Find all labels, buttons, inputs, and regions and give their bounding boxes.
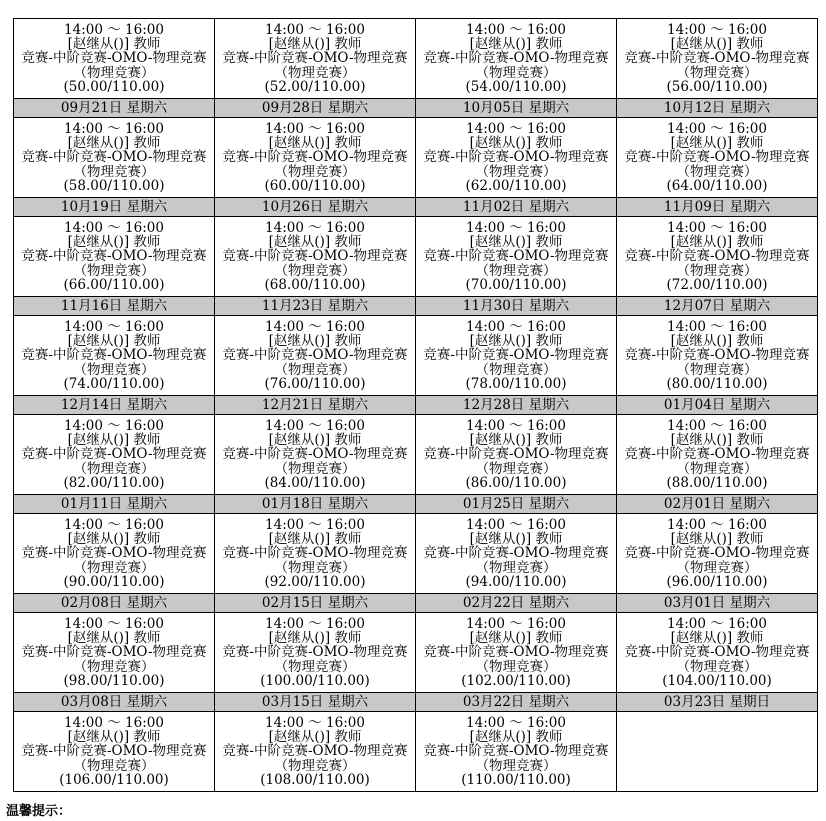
session-course: 竞赛-中阶竞赛-OMO-物理竞赛 bbox=[423, 743, 609, 760]
tip-label: 温馨提示： bbox=[6, 804, 72, 819]
session-time: 14:00 ～ 16:00 bbox=[265, 615, 365, 632]
session-time: 14:00 ～ 16:00 bbox=[64, 417, 164, 434]
session-cell bbox=[416, 712, 617, 792]
session-time: 14:00 ～ 16:00 bbox=[64, 219, 164, 236]
session-teacher: [赵继从()] 教师 bbox=[469, 135, 563, 152]
session-subject: （物理竞赛） bbox=[475, 559, 557, 576]
session-time: 14:00 ～ 16:00 bbox=[466, 417, 566, 434]
session-teacher: [赵继从()] 教师 bbox=[670, 432, 764, 449]
session-progress: (68.00/110.00) bbox=[264, 276, 366, 293]
session-course: 竞赛-中阶竞赛-OMO-物理竞赛 bbox=[423, 347, 609, 364]
session-subject: （物理竞赛） bbox=[73, 757, 155, 774]
date-row bbox=[14, 594, 818, 613]
session-time: 14:00 ～ 16:00 bbox=[667, 120, 767, 137]
session-course: 竞赛-中阶竞赛-OMO-物理竞赛 bbox=[624, 446, 810, 463]
session-cell bbox=[215, 712, 416, 792]
session-course: 竞赛-中阶竞赛-OMO-物理竞赛 bbox=[21, 743, 207, 760]
session-progress: (50.00/110.00) bbox=[63, 78, 165, 95]
session-course: 竞赛-中阶竞赛-OMO-物理竞赛 bbox=[624, 149, 810, 166]
date-cell: 11月16日 星期六 bbox=[14, 297, 215, 316]
session-subject: （物理竞赛） bbox=[475, 64, 557, 81]
session-subject: （物理竞赛） bbox=[475, 163, 557, 180]
session-cell bbox=[14, 316, 215, 396]
session-subject: （物理竞赛） bbox=[274, 64, 356, 81]
session-row bbox=[14, 514, 818, 594]
date-cell: 10月26日 星期六 bbox=[215, 198, 416, 217]
session-time: 14:00 ～ 16:00 bbox=[265, 516, 365, 533]
session-teacher: [赵继从()] 教师 bbox=[670, 630, 764, 647]
session-teacher: [赵继从()] 教师 bbox=[670, 234, 764, 251]
session-row bbox=[14, 217, 818, 297]
date-cell: 01月04日 星期六 bbox=[617, 396, 818, 415]
session-subject: （物理竞赛） bbox=[274, 559, 356, 576]
session-time: 14:00 ～ 16:00 bbox=[466, 615, 566, 632]
session-subject: （物理竞赛） bbox=[274, 262, 356, 279]
session-course: 竞赛-中阶竞赛-OMO-物理竞赛 bbox=[21, 446, 207, 463]
session-time: 14:00 ～ 16:00 bbox=[466, 21, 566, 38]
session-time: 14:00 ～ 16:00 bbox=[667, 615, 767, 632]
session-teacher: [赵继从()] 教师 bbox=[67, 135, 161, 152]
session-time: 14:00 ～ 16:00 bbox=[64, 516, 164, 533]
session-teacher: [赵继从()] 教师 bbox=[268, 234, 362, 251]
date-cell: 03月23日 星期日 bbox=[617, 693, 818, 712]
session-cell bbox=[215, 19, 416, 99]
date-row bbox=[14, 198, 818, 217]
session-time: 14:00 ～ 16:00 bbox=[667, 516, 767, 533]
session-course: 竞赛-中阶竞赛-OMO-物理竞赛 bbox=[624, 545, 810, 562]
session-course: 竞赛-中阶竞赛-OMO-物理竞赛 bbox=[21, 644, 207, 661]
session-subject: （物理竞赛） bbox=[274, 361, 356, 378]
session-cell bbox=[617, 514, 818, 594]
session-progress: (104.00/110.00) bbox=[662, 672, 772, 689]
session-subject: （物理竞赛） bbox=[274, 757, 356, 774]
date-row bbox=[14, 99, 818, 118]
session-progress: (84.00/110.00) bbox=[264, 474, 366, 491]
session-subject: （物理竞赛） bbox=[274, 460, 356, 477]
session-course: 竞赛-中阶竞赛-OMO-物理竞赛 bbox=[21, 248, 207, 265]
session-teacher: [赵继从()] 教师 bbox=[469, 531, 563, 548]
session-course: 竞赛-中阶竞赛-OMO-物理竞赛 bbox=[222, 446, 408, 463]
session-course: 竞赛-中阶竞赛-OMO-物理竞赛 bbox=[222, 545, 408, 562]
session-cell bbox=[215, 613, 416, 693]
date-cell: 03月22日 星期六 bbox=[416, 693, 617, 712]
session-progress: (80.00/110.00) bbox=[666, 375, 768, 392]
session-teacher: [赵继从()] 教师 bbox=[67, 531, 161, 548]
date-cell: 10月12日 星期六 bbox=[617, 99, 818, 118]
session-time: 14:00 ～ 16:00 bbox=[667, 21, 767, 38]
date-cell: 12月07日 星期六 bbox=[617, 297, 818, 316]
session-course: 竞赛-中阶竞赛-OMO-物理竞赛 bbox=[222, 743, 408, 760]
session-progress: (66.00/110.00) bbox=[63, 276, 165, 293]
session-subject: （物理竞赛） bbox=[676, 64, 758, 81]
session-cell bbox=[617, 217, 818, 297]
session-cell bbox=[617, 415, 818, 495]
session-teacher: [赵继从()] 教师 bbox=[670, 333, 764, 350]
session-cell bbox=[215, 316, 416, 396]
session-course: 竞赛-中阶竞赛-OMO-物理竞赛 bbox=[222, 644, 408, 661]
session-subject: （物理竞赛） bbox=[475, 757, 557, 774]
session-teacher: [赵继从()] 教师 bbox=[670, 531, 764, 548]
session-subject: （物理竞赛） bbox=[274, 163, 356, 180]
session-time: 14:00 ～ 16:00 bbox=[64, 21, 164, 38]
session-progress: (58.00/110.00) bbox=[63, 177, 165, 194]
session-course: 竞赛-中阶竞赛-OMO-物理竞赛 bbox=[423, 248, 609, 265]
session-cell bbox=[416, 118, 617, 198]
session-row bbox=[14, 19, 818, 99]
session-course: 竞赛-中阶竞赛-OMO-物理竞赛 bbox=[423, 149, 609, 166]
session-course: 竞赛-中阶竞赛-OMO-物理竞赛 bbox=[222, 347, 408, 364]
date-cell: 09月28日 星期六 bbox=[215, 99, 416, 118]
session-time: 14:00 ～ 16:00 bbox=[265, 21, 365, 38]
session-time: 14:00 ～ 16:00 bbox=[667, 318, 767, 335]
session-cell bbox=[416, 514, 617, 594]
session-progress: (98.00/110.00) bbox=[63, 672, 165, 689]
session-progress: (64.00/110.00) bbox=[666, 177, 768, 194]
session-course: 竞赛-中阶竞赛-OMO-物理竞赛 bbox=[423, 50, 609, 67]
session-cell bbox=[617, 613, 818, 693]
session-subject: （物理竞赛） bbox=[475, 658, 557, 675]
date-cell: 11月02日 星期六 bbox=[416, 198, 617, 217]
session-cell bbox=[416, 19, 617, 99]
session-teacher: [赵继从()] 教师 bbox=[268, 333, 362, 350]
session-course: 竞赛-中阶竞赛-OMO-物理竞赛 bbox=[21, 545, 207, 562]
session-cell bbox=[215, 514, 416, 594]
empty-cell bbox=[617, 712, 818, 792]
date-cell: 03月01日 星期六 bbox=[617, 594, 818, 613]
session-teacher: [赵继从()] 教师 bbox=[469, 36, 563, 53]
session-teacher: [赵继从()] 教师 bbox=[268, 630, 362, 647]
session-time: 14:00 ～ 16:00 bbox=[64, 120, 164, 137]
session-cell bbox=[215, 217, 416, 297]
session-teacher: [赵继从()] 教师 bbox=[268, 531, 362, 548]
session-time: 14:00 ～ 16:00 bbox=[466, 714, 566, 731]
session-row bbox=[14, 118, 818, 198]
session-row bbox=[14, 613, 818, 693]
session-time: 14:00 ～ 16:00 bbox=[466, 516, 566, 533]
session-cell bbox=[416, 316, 617, 396]
session-time: 14:00 ～ 16:00 bbox=[667, 219, 767, 236]
session-subject: （物理竞赛） bbox=[676, 361, 758, 378]
session-time: 14:00 ～ 16:00 bbox=[64, 714, 164, 731]
session-cell bbox=[416, 613, 617, 693]
session-cell bbox=[14, 613, 215, 693]
session-course: 竞赛-中阶竞赛-OMO-物理竞赛 bbox=[222, 50, 408, 67]
session-cell bbox=[14, 415, 215, 495]
date-cell: 03月15日 星期六 bbox=[215, 693, 416, 712]
session-cell bbox=[215, 118, 416, 198]
session-course: 竞赛-中阶竞赛-OMO-物理竞赛 bbox=[423, 545, 609, 562]
session-row bbox=[14, 415, 818, 495]
session-progress: (54.00/110.00) bbox=[465, 78, 567, 95]
session-subject: （物理竞赛） bbox=[274, 658, 356, 675]
session-time: 14:00 ～ 16:00 bbox=[64, 615, 164, 632]
session-progress: (62.00/110.00) bbox=[465, 177, 567, 194]
session-teacher: [赵继从()] 教师 bbox=[670, 36, 764, 53]
session-course: 竞赛-中阶竞赛-OMO-物理竞赛 bbox=[21, 347, 207, 364]
session-time: 14:00 ～ 16:00 bbox=[466, 120, 566, 137]
date-cell: 12月28日 星期六 bbox=[416, 396, 617, 415]
session-course: 竞赛-中阶竞赛-OMO-物理竞赛 bbox=[624, 644, 810, 661]
date-cell: 11月23日 星期六 bbox=[215, 297, 416, 316]
session-progress: (60.00/110.00) bbox=[264, 177, 366, 194]
date-cell: 01月11日 星期六 bbox=[14, 495, 215, 514]
session-course: 竞赛-中阶竞赛-OMO-物理竞赛 bbox=[222, 149, 408, 166]
session-cell bbox=[617, 118, 818, 198]
date-cell: 10月05日 星期六 bbox=[416, 99, 617, 118]
date-cell: 09月21日 星期六 bbox=[14, 99, 215, 118]
date-cell: 03月08日 星期六 bbox=[14, 693, 215, 712]
session-cell bbox=[416, 217, 617, 297]
date-cell: 02月15日 星期六 bbox=[215, 594, 416, 613]
session-progress: (56.00/110.00) bbox=[666, 78, 768, 95]
session-cell bbox=[14, 514, 215, 594]
session-time: 14:00 ～ 16:00 bbox=[667, 417, 767, 434]
session-time: 14:00 ～ 16:00 bbox=[265, 417, 365, 434]
session-time: 14:00 ～ 16:00 bbox=[265, 219, 365, 236]
session-course: 竞赛-中阶竞赛-OMO-物理竞赛 bbox=[222, 248, 408, 265]
session-course: 竞赛-中阶竞赛-OMO-物理竞赛 bbox=[21, 50, 207, 67]
session-subject: （物理竞赛） bbox=[475, 460, 557, 477]
session-teacher: [赵继从()] 教师 bbox=[469, 432, 563, 449]
session-cell bbox=[14, 19, 215, 99]
session-cell bbox=[215, 415, 416, 495]
session-progress: (88.00/110.00) bbox=[666, 474, 768, 491]
date-cell: 02月22日 星期六 bbox=[416, 594, 617, 613]
session-progress: (70.00/110.00) bbox=[465, 276, 567, 293]
session-progress: (72.00/110.00) bbox=[666, 276, 768, 293]
session-time: 14:00 ～ 16:00 bbox=[466, 318, 566, 335]
session-teacher: [赵继从()] 教师 bbox=[67, 36, 161, 53]
session-progress: (100.00/110.00) bbox=[260, 672, 370, 689]
session-teacher: [赵继从()] 教师 bbox=[67, 432, 161, 449]
session-subject: （物理竞赛） bbox=[73, 163, 155, 180]
date-cell: 11月09日 星期六 bbox=[617, 198, 818, 217]
session-time: 14:00 ～ 16:00 bbox=[265, 318, 365, 335]
session-subject: （物理竞赛） bbox=[73, 460, 155, 477]
date-cell: 12月14日 星期六 bbox=[14, 396, 215, 415]
session-progress: (92.00/110.00) bbox=[264, 573, 366, 590]
date-row bbox=[14, 693, 818, 712]
session-progress: (52.00/110.00) bbox=[264, 78, 366, 95]
session-subject: （物理竞赛） bbox=[676, 559, 758, 576]
session-time: 14:00 ～ 16:00 bbox=[466, 219, 566, 236]
session-time: 14:00 ～ 16:00 bbox=[265, 120, 365, 137]
session-course: 竞赛-中阶竞赛-OMO-物理竞赛 bbox=[624, 50, 810, 67]
session-teacher: [赵继从()] 教师 bbox=[469, 729, 563, 746]
session-subject: （物理竞赛） bbox=[73, 361, 155, 378]
date-cell: 12月21日 星期六 bbox=[215, 396, 416, 415]
session-row bbox=[14, 316, 818, 396]
session-cell bbox=[14, 217, 215, 297]
session-subject: （物理竞赛） bbox=[73, 262, 155, 279]
session-cell bbox=[617, 316, 818, 396]
session-progress: (78.00/110.00) bbox=[465, 375, 567, 392]
session-cell bbox=[14, 712, 215, 792]
session-teacher: [赵继从()] 教师 bbox=[67, 630, 161, 647]
date-row bbox=[14, 396, 818, 415]
session-progress: (74.00/110.00) bbox=[63, 375, 165, 392]
date-row bbox=[14, 297, 818, 316]
date-cell: 11月30日 星期六 bbox=[416, 297, 617, 316]
session-subject: （物理竞赛） bbox=[73, 658, 155, 675]
session-teacher: [赵继从()] 教师 bbox=[67, 333, 161, 350]
session-teacher: [赵继从()] 教师 bbox=[268, 36, 362, 53]
session-time: 14:00 ～ 16:00 bbox=[265, 714, 365, 731]
session-teacher: [赵继从()] 教师 bbox=[268, 729, 362, 746]
session-course: 竞赛-中阶竞赛-OMO-物理竞赛 bbox=[423, 644, 609, 661]
session-teacher: [赵继从()] 教师 bbox=[67, 234, 161, 251]
session-subject: （物理竞赛） bbox=[676, 262, 758, 279]
session-course: 竞赛-中阶竞赛-OMO-物理竞赛 bbox=[624, 248, 810, 265]
session-progress: (90.00/110.00) bbox=[63, 573, 165, 590]
session-teacher: [赵继从()] 教师 bbox=[67, 729, 161, 746]
session-progress: (76.00/110.00) bbox=[264, 375, 366, 392]
date-cell: 10月19日 星期六 bbox=[14, 198, 215, 217]
session-progress: (110.00/110.00) bbox=[461, 771, 571, 788]
session-time: 14:00 ～ 16:00 bbox=[64, 318, 164, 335]
session-progress: (94.00/110.00) bbox=[465, 573, 567, 590]
session-progress: (106.00/110.00) bbox=[59, 771, 169, 788]
session-course: 竞赛-中阶竞赛-OMO-物理竞赛 bbox=[423, 446, 609, 463]
session-course: 竞赛-中阶竞赛-OMO-物理竞赛 bbox=[21, 149, 207, 166]
session-teacher: [赵继从()] 教师 bbox=[268, 432, 362, 449]
session-teacher: [赵继从()] 教师 bbox=[469, 234, 563, 251]
schedule-body bbox=[14, 19, 818, 792]
session-row bbox=[14, 712, 818, 792]
session-teacher: [赵继从()] 教师 bbox=[469, 333, 563, 350]
date-cell: 01月18日 星期六 bbox=[215, 495, 416, 514]
session-progress: (96.00/110.00) bbox=[666, 573, 768, 590]
date-cell: 01月25日 星期六 bbox=[416, 495, 617, 514]
session-progress: (108.00/110.00) bbox=[260, 771, 370, 788]
session-subject: （物理竞赛） bbox=[676, 163, 758, 180]
session-subject: （物理竞赛） bbox=[73, 64, 155, 81]
session-cell bbox=[617, 19, 818, 99]
session-subject: （物理竞赛） bbox=[676, 460, 758, 477]
date-row bbox=[14, 495, 818, 514]
schedule-table bbox=[13, 18, 818, 792]
session-teacher: [赵继从()] 教师 bbox=[670, 135, 764, 152]
session-cell bbox=[14, 118, 215, 198]
session-teacher: [赵继从()] 教师 bbox=[469, 630, 563, 647]
date-cell: 02月01日 星期六 bbox=[617, 495, 818, 514]
session-subject: （物理竞赛） bbox=[676, 658, 758, 675]
session-progress: (86.00/110.00) bbox=[465, 474, 567, 491]
session-progress: (82.00/110.00) bbox=[63, 474, 165, 491]
session-progress: (102.00/110.00) bbox=[461, 672, 571, 689]
session-subject: （物理竞赛） bbox=[475, 361, 557, 378]
session-subject: （物理竞赛） bbox=[73, 559, 155, 576]
session-cell bbox=[416, 415, 617, 495]
session-course: 竞赛-中阶竞赛-OMO-物理竞赛 bbox=[624, 347, 810, 364]
session-teacher: [赵继从()] 教师 bbox=[268, 135, 362, 152]
session-subject: （物理竞赛） bbox=[475, 262, 557, 279]
date-cell: 02月08日 星期六 bbox=[14, 594, 215, 613]
